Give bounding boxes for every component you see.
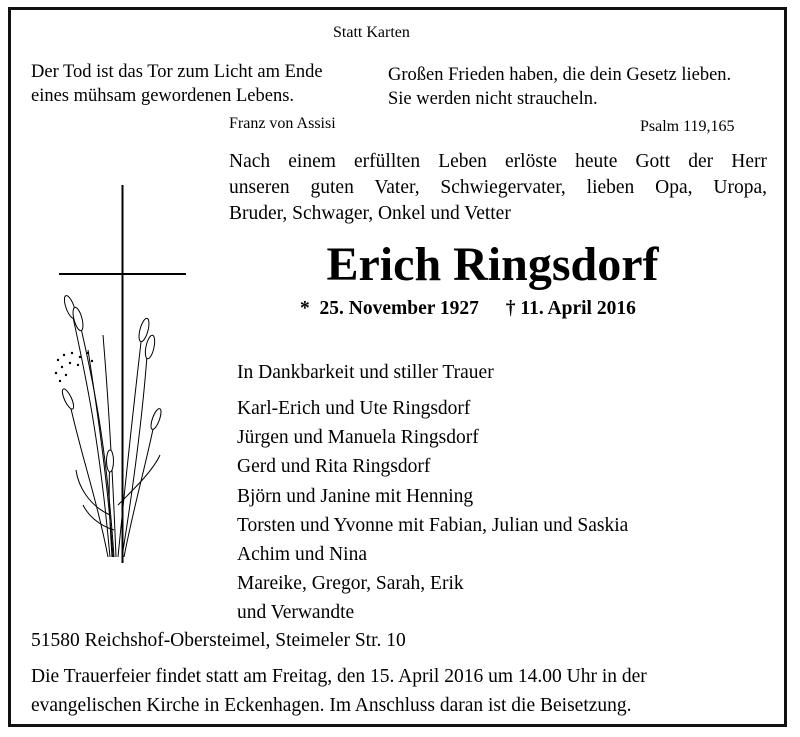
quote-left-line: eines mühsam gewordenen Lebens. <box>31 86 295 106</box>
intro-line: Bruder, Schwager, Onkel und Vetter <box>229 203 511 224</box>
intro-line: Nach einem erfüllten Leben erlöste heute Gott der Herr <box>229 151 767 172</box>
funeral-line: evangelischen Kirche in Eckenhagen. Im Anschluss daran ist die Beisetzung. <box>31 695 632 716</box>
mourners-block <box>237 360 628 628</box>
mourner-item: Jürgen und Manuela Ringsdorf <box>237 427 479 449</box>
funeral-line: Die Trauerfeier findet statt am Freitag, den 15. April 2016 um 14.00 Uhr in der <box>31 666 647 687</box>
cross-with-wheat-icon <box>48 185 198 570</box>
mourner-item: Mareike, Gregor, Sarah, Erik <box>237 573 464 595</box>
intro-line: unseren guten Vater, Schwiegervater, lieben Opa, Uropa, <box>229 177 767 198</box>
quote-left-source: Franz von Assisi <box>229 115 336 132</box>
mourner-item: Björn und Janine mit Henning <box>237 485 474 507</box>
quote-right-line: Großen Frieden haben, die dein Gesetz lieben. <box>388 65 732 85</box>
mourner-item: Gerd und Rita Ringsdorf <box>237 456 431 478</box>
quote-right-source: Psalm 119,165 <box>640 118 735 135</box>
funeral-info <box>31 662 731 720</box>
mourner-item: Karl-Erich und Ute Ringsdorf <box>237 398 471 419</box>
header-heading: Statt Karten <box>333 24 410 41</box>
intro-text <box>229 149 767 227</box>
life-dates <box>300 296 636 322</box>
quote-left-line: Der Tod ist das Tor zum Licht am Ende <box>31 62 323 82</box>
mourner-item: Achim und Nina <box>237 544 367 566</box>
quote-right-line: Sie werden nicht straucheln. <box>388 89 598 109</box>
quote-left <box>31 60 381 108</box>
mourner-item: Torsten und Yvonne mit Fabian, Julian und Saskia <box>237 514 629 536</box>
death-date: † 11. April 2016 <box>505 298 636 319</box>
mourners-lead: In Dankbarkeit und stiller Trauer <box>237 362 494 383</box>
mourners-list <box>237 394 628 628</box>
birth-date: * 25. November 1927 <box>300 298 479 319</box>
family-address: 51580 Reichshof-Obersteimel, Steimeler Str. 10 <box>31 630 406 651</box>
mourner-item: und Verwandte <box>237 602 355 624</box>
deceased-name: Erich Ringsdorf <box>326 238 659 291</box>
quote-right <box>388 63 768 111</box>
